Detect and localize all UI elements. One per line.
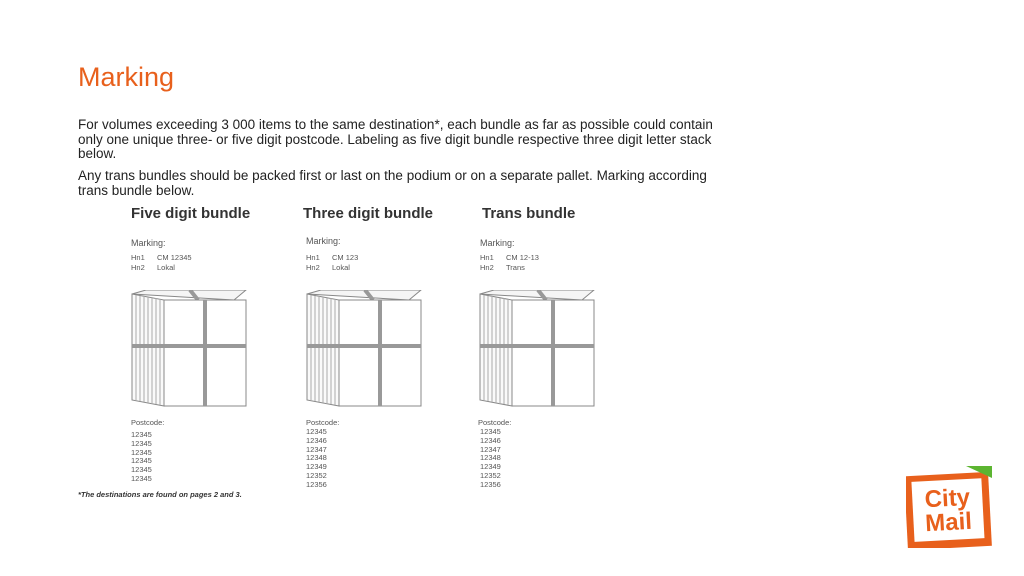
heading-three-digit: Three digit bundle: [303, 205, 433, 222]
postcode-label: Postcode:: [306, 418, 340, 427]
bundle-box-five-digit: [130, 290, 248, 408]
marking-label: Marking:: [480, 238, 515, 248]
bundle-illustration-panel: [118, 228, 608, 492]
intro-paragraph: For volumes exceeding 3 000 items to the same destination*, each bundle as far as possible could contain only one unique three- or five digit postcode. Labeling as five digit bundle respective three digit letter stack below.: [78, 117, 713, 161]
footnote: *The destinations are found on pages 2 and 3.: [78, 490, 242, 499]
postcode-list: 12345 12345 12345 12345 12345 12345: [131, 430, 152, 483]
heading-five-digit: Five digit bundle: [131, 205, 251, 222]
bundle-box-three-digit: [305, 290, 423, 408]
postcode-list: 12345 12346 12347 12348 12349 12352 12356: [306, 427, 327, 489]
marking-lines: Hn1 CM 12-13 Hn2 Trans: [480, 253, 539, 272]
postcode-list: 12345 12346 12347 12348 12349 12352 12356: [480, 427, 501, 489]
marking-label: Marking:: [131, 238, 166, 248]
citymail-logo: [906, 466, 992, 548]
postcode-label: Postcode:: [478, 418, 512, 427]
marking-label: Marking:: [306, 236, 341, 246]
trans-paragraph: Any trans bundles should be packed first or last on the podium or on a separate pallet. Marking according trans bundle below.: [78, 168, 707, 198]
logo-line1: City: [923, 483, 971, 514]
page-title: Marking: [78, 62, 175, 92]
postcode-label: Postcode:: [131, 418, 165, 427]
marking-lines: Hn1 CM 12345 Hn2 Lokal: [131, 253, 192, 272]
bundle-box-trans: [478, 290, 596, 408]
marking-lines: Hn1 CM 123 Hn2 Lokal: [306, 253, 359, 272]
heading-trans: Trans bundle: [482, 205, 576, 222]
logo-line2: Mail: [924, 507, 973, 538]
